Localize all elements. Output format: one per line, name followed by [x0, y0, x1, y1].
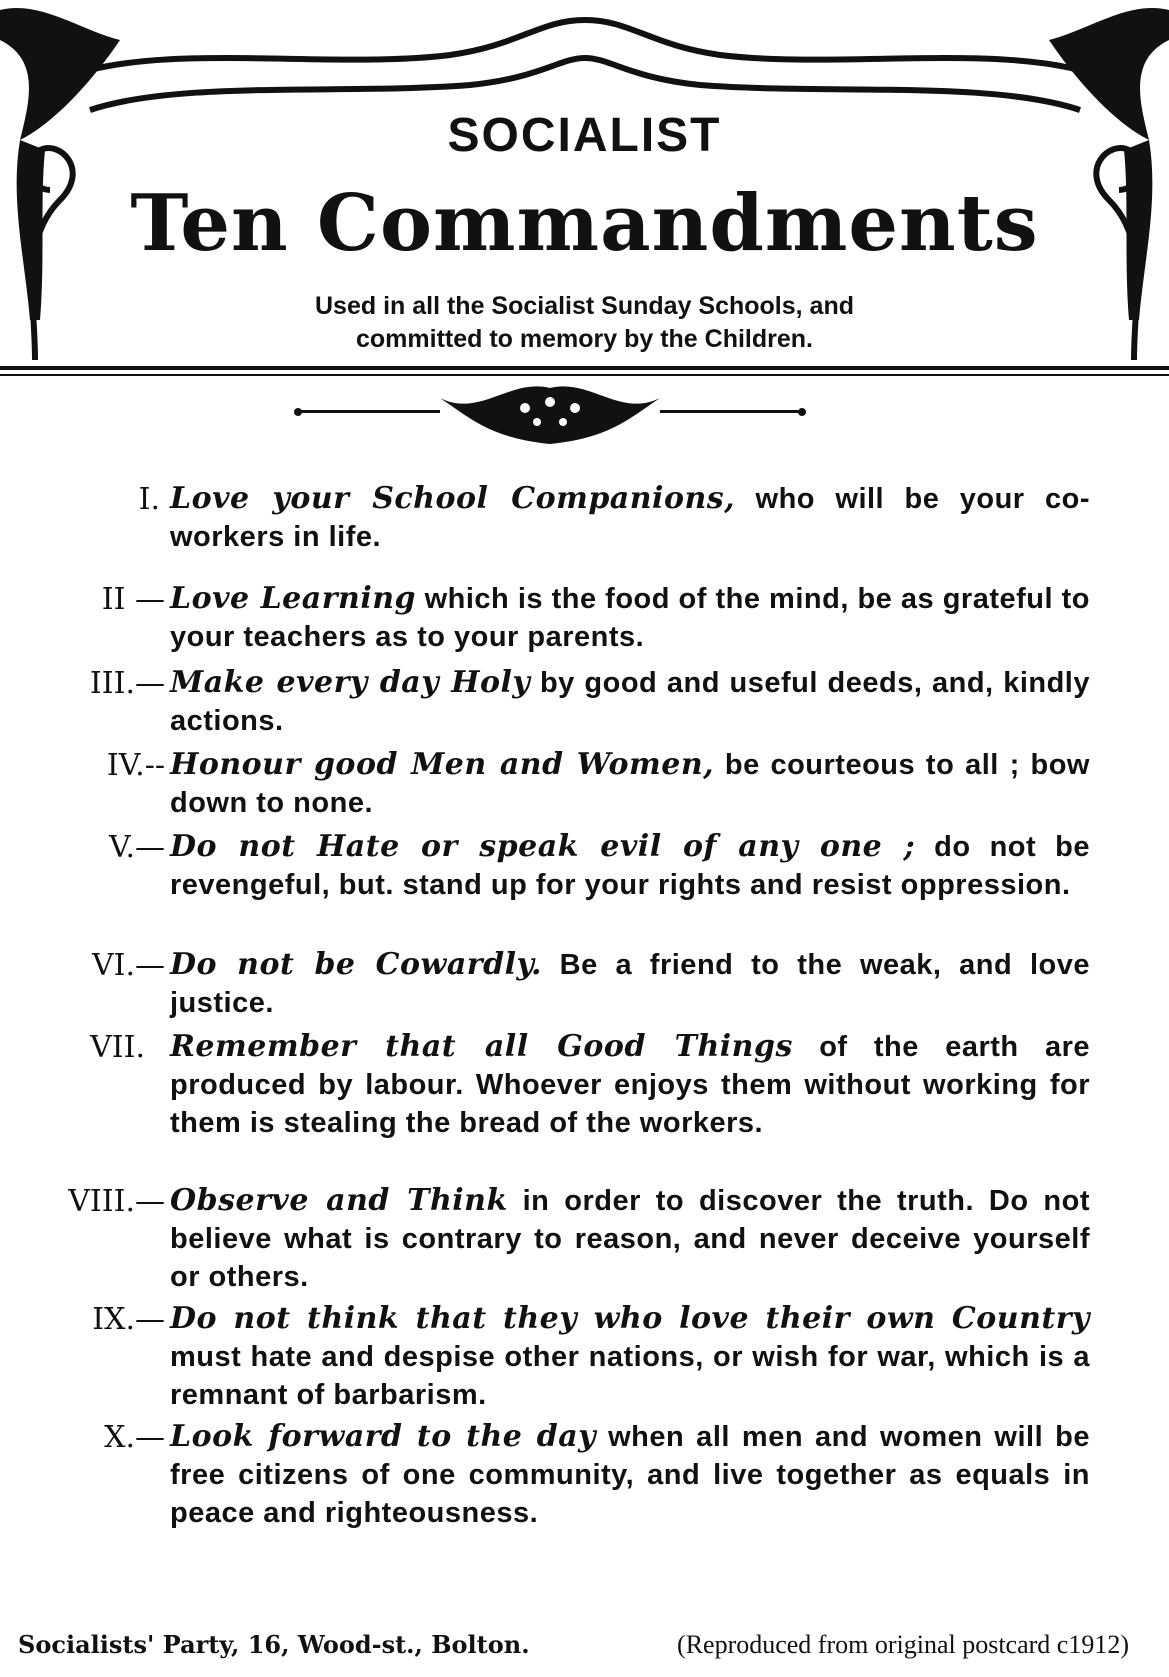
- commandment-rest: who will be your co-workers in life.: [170, 483, 1090, 553]
- commandment-number: X.—: [104, 1420, 165, 1455]
- commandment-text: [170, 480, 1090, 556]
- commandment-number: I.: [138, 482, 160, 517]
- subtitle-line-2: committed to memory by the Children.: [355, 325, 813, 353]
- commandment-text: [170, 1182, 1090, 1296]
- heading-subtitle: [0, 290, 1169, 356]
- commandment-rest: when all men and women will be free citizens of one community, and live together as equals in peace and righteousness.: [170, 1421, 1090, 1529]
- divider-ornament-icon: [290, 378, 810, 448]
- commandment-number: VII.: [90, 1030, 145, 1065]
- publisher-line: Socialists' Party, 16, Wood-st., Bolton.: [18, 1630, 530, 1659]
- commandment-rest: of the earth are produced by labour. Whoever enjoys them without working for them is stealing the bread of the workers.: [170, 1031, 1091, 1139]
- page-title: Ten Commandments: [130, 178, 1039, 269]
- commandment-rest: must hate and despise other nations, or wish for war, which is a remnant of barbarism.: [170, 1341, 1090, 1411]
- commandment-number: IV.--: [106, 748, 165, 783]
- commandment-text: [170, 664, 1090, 740]
- commandment-lead: Love Learning: [170, 581, 417, 616]
- commandment-rest: in order to discover the truth. Do not believe what is contrary to reason, and never deceive yourself or others.: [170, 1185, 1091, 1293]
- commandment-text: [170, 946, 1090, 1022]
- commandment-text: [170, 828, 1090, 904]
- reproduction-note: (Reproduced from original postcard c1912): [677, 1630, 1129, 1659]
- commandment-text: [170, 580, 1090, 656]
- commandment-number: VI.—: [91, 948, 165, 983]
- commandment-number: II —: [101, 582, 165, 617]
- commandment-lead: Make every day Holy: [170, 665, 531, 700]
- commandment-lead: Honour good Men and Women,: [170, 747, 715, 782]
- commandment-text: [170, 746, 1090, 822]
- commandment-lead: Observe and Think: [170, 1183, 508, 1218]
- commandment-lead: Do not think that they who love their own Country: [170, 1301, 1090, 1336]
- commandment-number: VIII.—: [68, 1184, 165, 1219]
- commandment-rest: do not be revengeful, but. stand up for your rights and resist oppression.: [170, 831, 1090, 901]
- commandment-number: V.—: [109, 830, 165, 865]
- commandment-lead: Remember that all Good Things: [170, 1029, 793, 1064]
- commandment-rest: be courteous to all ; bow down to none.: [170, 749, 1090, 819]
- commandment-number: III.—: [89, 666, 165, 701]
- commandment-text: [170, 1418, 1090, 1532]
- commandment-rest: which is the food of the mind, be as grateful to your teachers as to your parents.: [170, 583, 1090, 653]
- commandment-rest: Be a friend to the weak, and love justice.: [170, 949, 1090, 1019]
- commandment-lead: Do not Hate or speak evil of any one ;: [170, 829, 916, 864]
- subtitle-line-1: Used in all the Socialist Sunday Schools, and: [314, 292, 854, 320]
- commandment-lead: Love your School Companions,: [170, 481, 736, 516]
- commandment-text: [170, 1300, 1090, 1414]
- commandment-lead: Do not be Cowardly.: [170, 947, 542, 982]
- commandment-lead: Look forward to the day: [170, 1419, 597, 1454]
- commandment-text: [170, 1028, 1090, 1142]
- commandment-rest: by good and useful deeds, and, kindly actions.: [170, 667, 1090, 737]
- heading-kicker: SOCIALIST: [447, 109, 722, 162]
- commandment-number: IX.—: [92, 1302, 165, 1337]
